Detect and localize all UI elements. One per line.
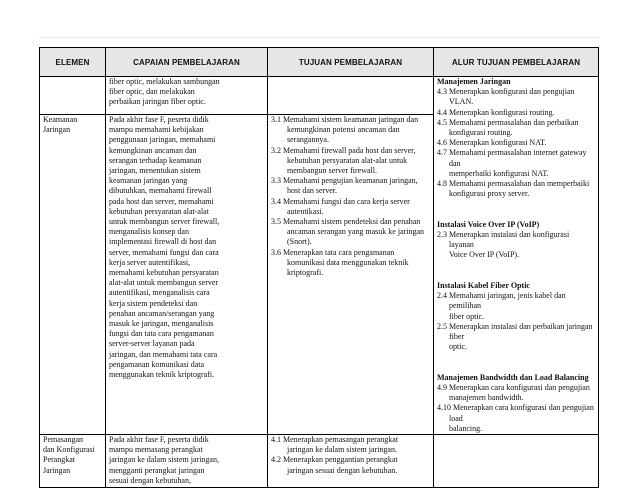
flow-item: 4.6 Menerapkan konfigurasi NAT. [437,138,547,148]
cell-capaian-pemasangan: Pada akhir fase F, peserta didik mampu memasang perangkat jaringan ke dalam sistem jaringan, mengganti perangkat jaringan sesuai dengan kebutuhan, [106,435,268,488]
cell-elemen-keamanan: Keamanan Jaringan [40,114,106,434]
objective-item: 3.4 Memahami fungsi dan cara kerja server autentikasi. [271,196,410,216]
objective-item: 3.6 Menerapkan tata cara pengamanan komunikasi data menggunakan teknik kriptografi. [271,247,409,278]
objective-item: 3.3 Memahami pengujian keamanan jaringan, host dan server. [271,176,418,196]
flow-item: 4.10 Menerapkan cara konfigurasi dan pengujian load balancing. [437,403,594,433]
header-row [40,48,599,77]
spacer [437,363,595,373]
cell-tujuan-keamanan [268,114,434,434]
spacer [437,271,595,281]
objective-item: 4.1 Menerapkan pemasangan perangkat jaringan ke dalam sistem jaringan. [271,435,399,455]
flow-heading-manajemen-jaringan: Manajemen Jaringan [437,77,511,86]
objective-item: 3.2 Memahami firewall pada host dan server, kebutuhan persyaratan alat-alat untuk membangun server firewall. [271,145,416,175]
cell-alur-pemasangan-empty [434,435,599,488]
table-row-pemasangan [40,435,599,488]
spacer [437,199,595,209]
curriculum-table [39,47,599,488]
cell-tujuan-empty [268,77,434,115]
flow-item: 4.3 Menerapkan konfigurasi dan pengujian VLAN. [437,87,577,107]
flow-heading-bandwidth: Manajemen Bandwidth dan Load Balancing [437,372,589,382]
flow-item: 2.3 Menerapkan instalasi dan konfigurasi layanan Voice Over IP (VoIP). [437,230,570,260]
objective-item: 3.5 Memahami sistem pendeteksi dan penahan ancaman serangan yang masuk ke jaringan (Snort). [271,217,425,247]
cell-elemen-empty [40,77,106,115]
cell-capaian-continued: fiber optic, melakukan sambungan fiber optic, dan melakukan perbaikan jaringan fiber optic. [106,77,268,115]
cell-alur-tujuan [434,77,599,435]
flow-heading-voip: Instalasi Voice Over IP (VoIP) [437,219,540,229]
flow-item: 2.5 Menerapkan instalasi dan perbaikan jaringan fiber optic. [437,321,593,352]
flow-item: 4.9 Menerapkan cara konfigurasi dan pengujian manajemen bandwidth. [437,383,590,403]
spacer [437,352,595,362]
flow-item: 4.4 Menerapkan konfigurasi routing. [437,107,555,117]
objective-item: 4.2 Menerapkan penggantian perangkat jaringan sesuai dengan kebutuhan. [271,455,398,475]
table-row-continued [40,77,599,115]
spacer [437,210,595,220]
spacer [437,261,595,271]
flow-item: 4.8 Memahami permasalahan dan memperbaiki konfigurasi proxy server. [437,179,590,199]
flow-heading-fiber-optic: Instalasi Kabel Fiber Optic [437,281,530,290]
flow-item: 4.7 Memahami permasalahan internet gateway dan memperbaiki konfigurasi NAT. [437,148,587,178]
header-capaian: CAPAIAN PEMBELAJARAN [106,48,268,77]
flow-item: 4.5 Memahami permasalahan dan perbaikan konfigurasi routing. [437,117,579,138]
cell-capaian-keamanan: Pada akhir fase F, peserta didik mampu memahami kebijakan penggunaan jaringan, memahami kemungkinan ancaman dan serangan terhadap keamanan jaringan, menentukan sistem keamanan jaringan yang dibutuhkan, memahami firewall pada host dan server, memahami kebutuhan persyaratan alat-alat untuk membangun server firewall, menganalisis konsep dan implementasi firewall di host dan server, memahami fungsi dan cara kerja server autentifikasi, memahami kebutuhan persyaratan alat-alat untuk membangun server autentifikasi, menganalisis cara kerja sistem pendeteksi dan penahan ancaman/serangan yang masuk ke jaringan, menganalisis fungsi dan tata cara pengamanan server-server layanan pada jaringan, dan memahami tata cara pengamanan komunikasi data menggunakan teknik kriptografi. [106,114,268,434]
header-elemen: ELEMEN [40,48,106,77]
objective-item: 3.1 Memahami sistem keamanan jaringan dan kemungkinan potensi ancaman dan serangannya. [271,114,419,145]
cell-elemen-pemasangan: Pemasangan dan Konfigurasi Perangkat Jaringan [40,435,106,488]
header-tujuan: TUJUAN PEMBELAJARAN [268,48,434,77]
cell-tujuan-pemasangan [268,435,434,488]
page-top-rule [39,37,599,38]
header-alur: ALUR TUJUAN PEMBELAJARAN [434,48,599,77]
flow-item: 2.4 Memahami jaringan, jenis kabel dan pemilihan fiber optic. [437,291,566,321]
